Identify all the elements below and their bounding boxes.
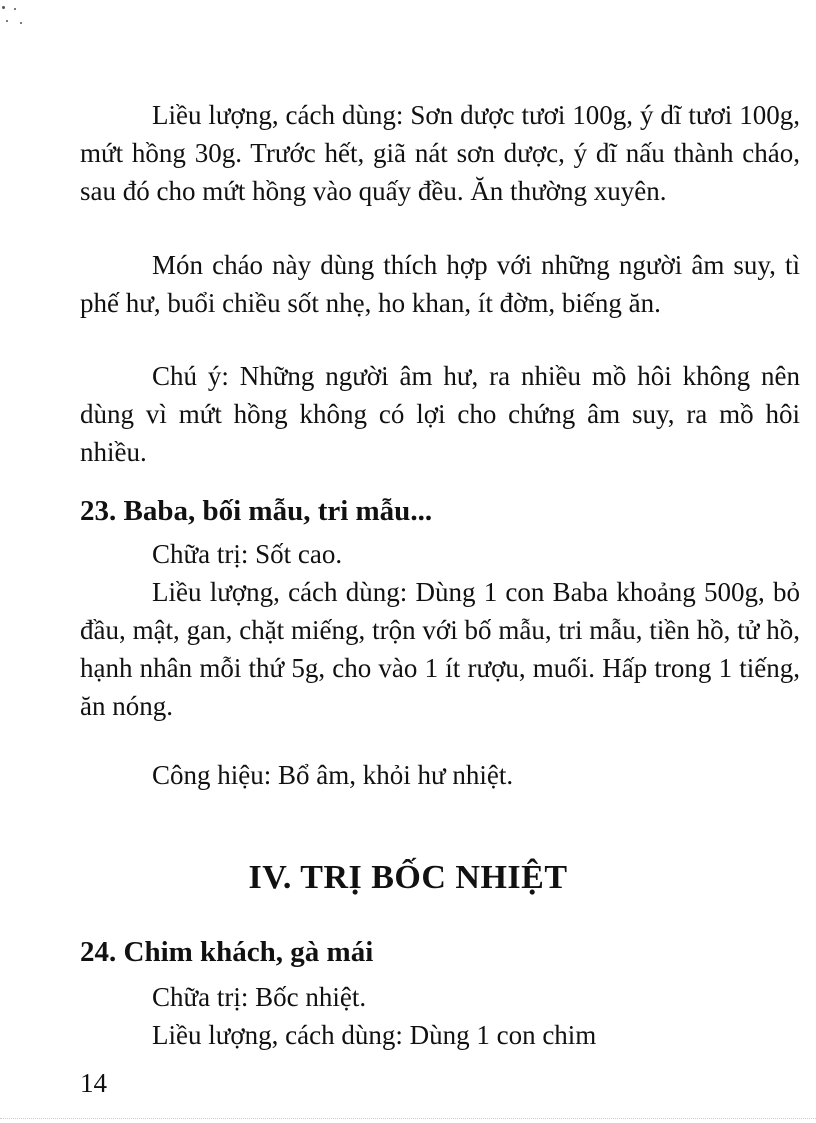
scan-speck	[6, 20, 8, 22]
scan-speck	[14, 8, 16, 10]
scan-speck	[2, 6, 5, 9]
chapter-heading: IV. TRỊ BỐC NHIỆT	[248, 859, 568, 896]
paragraph-caution: Chú ý: Những người âm hư, ra nhiều mồ hôi không nên dùng vì mứt hồng không có lợi cho chứng âm suy, ra mồ hôi nhiều.	[80, 361, 800, 467]
section-23-indication: Chữa trị: Sốt cao.	[152, 539, 343, 569]
section-heading-23: 23. Baba, bối mẫu, tri mẫu...	[80, 495, 433, 527]
section-23-dosage: Liều lượng, cách dùng: Dùng 1 con Baba khoảng 500g, bỏ đầu, mật, gan, chặt miếng, trộn với bố mẫu, tri mẫu, tiền hồ, tử hồ, hạnh nhân mỗi thứ 5g, cho vào 1 ít rượu, muối. Hấp trong 1 tiếng, ăn nóng.	[80, 577, 800, 721]
paragraph-suitability: Món cháo này dùng thích hợp với những người âm suy, tì phế hư, buổi chiều sốt nhẹ, ho khan, ít đờm, biếng ăn.	[80, 250, 800, 318]
section-heading-24: 24. Chim khách, gà mái	[80, 936, 374, 968]
page-number: 14	[80, 1068, 107, 1098]
scan-speck	[20, 22, 22, 24]
paragraph-dosage-intro: Liều lượng, cách dùng: Sơn dược tươi 100g, ý dĩ tươi 100g, mứt hồng 30g. Trước hết, giã nát sơn dược, ý dĩ nấu thành cháo, sau đó cho mứt hồng vào quấy đều. Ăn thường xuyên.	[80, 100, 800, 206]
scan-bottom-edge	[0, 1118, 816, 1119]
section-24-indication: Chữa trị: Bốc nhiệt.	[152, 982, 367, 1012]
section-24-dosage: Liều lượng, cách dùng: Dùng 1 con chim	[152, 1020, 597, 1050]
section-23-effect: Công hiệu: Bổ âm, khỏi hư nhiệt.	[152, 760, 514, 790]
